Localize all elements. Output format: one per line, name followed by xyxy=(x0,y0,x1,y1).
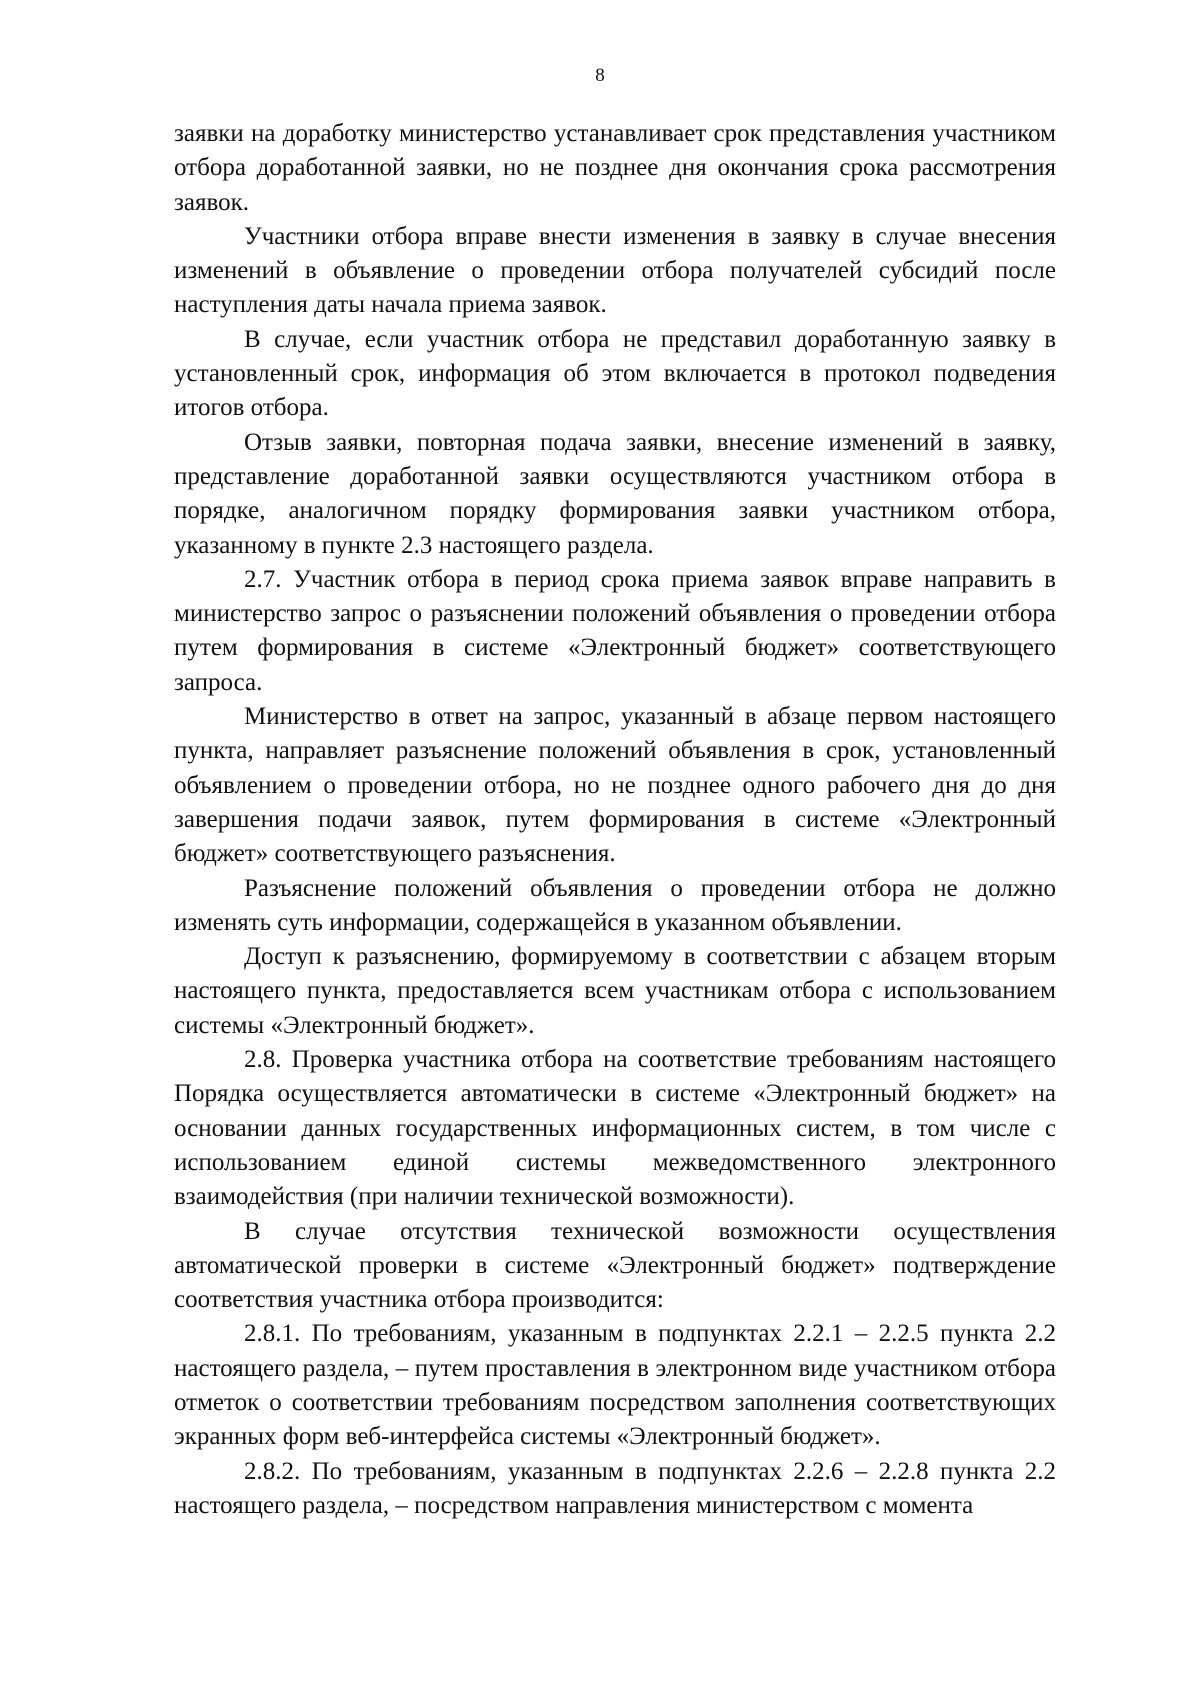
document-body xyxy=(174,117,1056,1523)
page-number: 8 xyxy=(595,65,605,86)
paragraph: Доступ к разъяснению, формируемому в соответствии с абзацем вторым настоящего пункта, предоставляется всем участникам отбора с использованием системы «Электронный бюджет». xyxy=(174,943,1056,1039)
paragraph-2-8-2: 2.8.2. По требованиям, указанным в подпунктах 2.2.6 – 2.2.8 пункта 2.2 настоящего раздела, – посредством направления министерством с момента xyxy=(174,1457,1056,1519)
paragraph: Разъяснение положений объявления о проведении отбора не должно изменять суть информации, содержащейся в указанном объявлении. xyxy=(174,874,1056,936)
paragraph: В случае отсутствия технической возможности осуществления автоматической проверки в системе «Электронный бюджет» подтверждение соответствия участника отбора производится: xyxy=(174,1217,1056,1314)
paragraph: В случае, если участник отбора не представил доработанную заявку в установленный срок, информация об этом включается в протокол подведения итогов отбора. xyxy=(174,325,1056,422)
paragraph-continuation: заявки на доработку министерство устанавливает срок представления участником отбора доработанной заявки, но не позднее дня окончания срока рассмотрения заявок. xyxy=(174,120,1056,216)
paragraph: Отзыв заявки, повторная подача заявки, внесение изменений в заявку, представление доработанной заявки осуществляются участником отбора в порядке, аналогичном порядку формирования заявки участником отбора, указанному в пункте 2.3 настоящего раздела. xyxy=(174,428,1056,559)
paragraph: Участники отбора вправе внести изменения в заявку в случае внесения изменений в объявление о проведении отбора получателей субсидий после наступления даты начала приема заявок. xyxy=(174,222,1056,319)
paragraph-2-7: 2.7. Участник отбора в период срока приема заявок вправе направить в министерство запрос о разъяснении положений объявления о проведении отбора путем формирования в системе «Электронный бюджет» соответствующего запроса. xyxy=(174,565,1056,696)
paragraph-2-8-1: 2.8.1. По требованиям, указанным в подпунктах 2.2.1 – 2.2.5 пункта 2.2 настоящего раздела, – путем проставления в электронном виде участником отбора отметок о соответствии требованиям посредством заполнения соответствующих экранных форм веб-интерфейса системы «Электронный бюджет». xyxy=(174,1320,1056,1451)
paragraph: Министерство в ответ на запрос, указанный в абзаце первом настоящего пункта, направляет разъяснение положений объявления в срок, установленный объявлением о проведении отбора, но не позднее одного рабочего дня до дня завершения подачи заявок, путем формирования в системе «Электронный бюджет» соответствующего разъяснения. xyxy=(174,703,1056,868)
paragraph-2-8: 2.8. Проверка участника отбора на соответствие требованиям настоящего Порядка осуществляется автоматически в системе «Электронный бюджет» на основании данных государственных информационных систем, в том числе с использованием единой системы межведомственного электронного взаимодействия (при наличии технической возможности). xyxy=(174,1046,1056,1211)
